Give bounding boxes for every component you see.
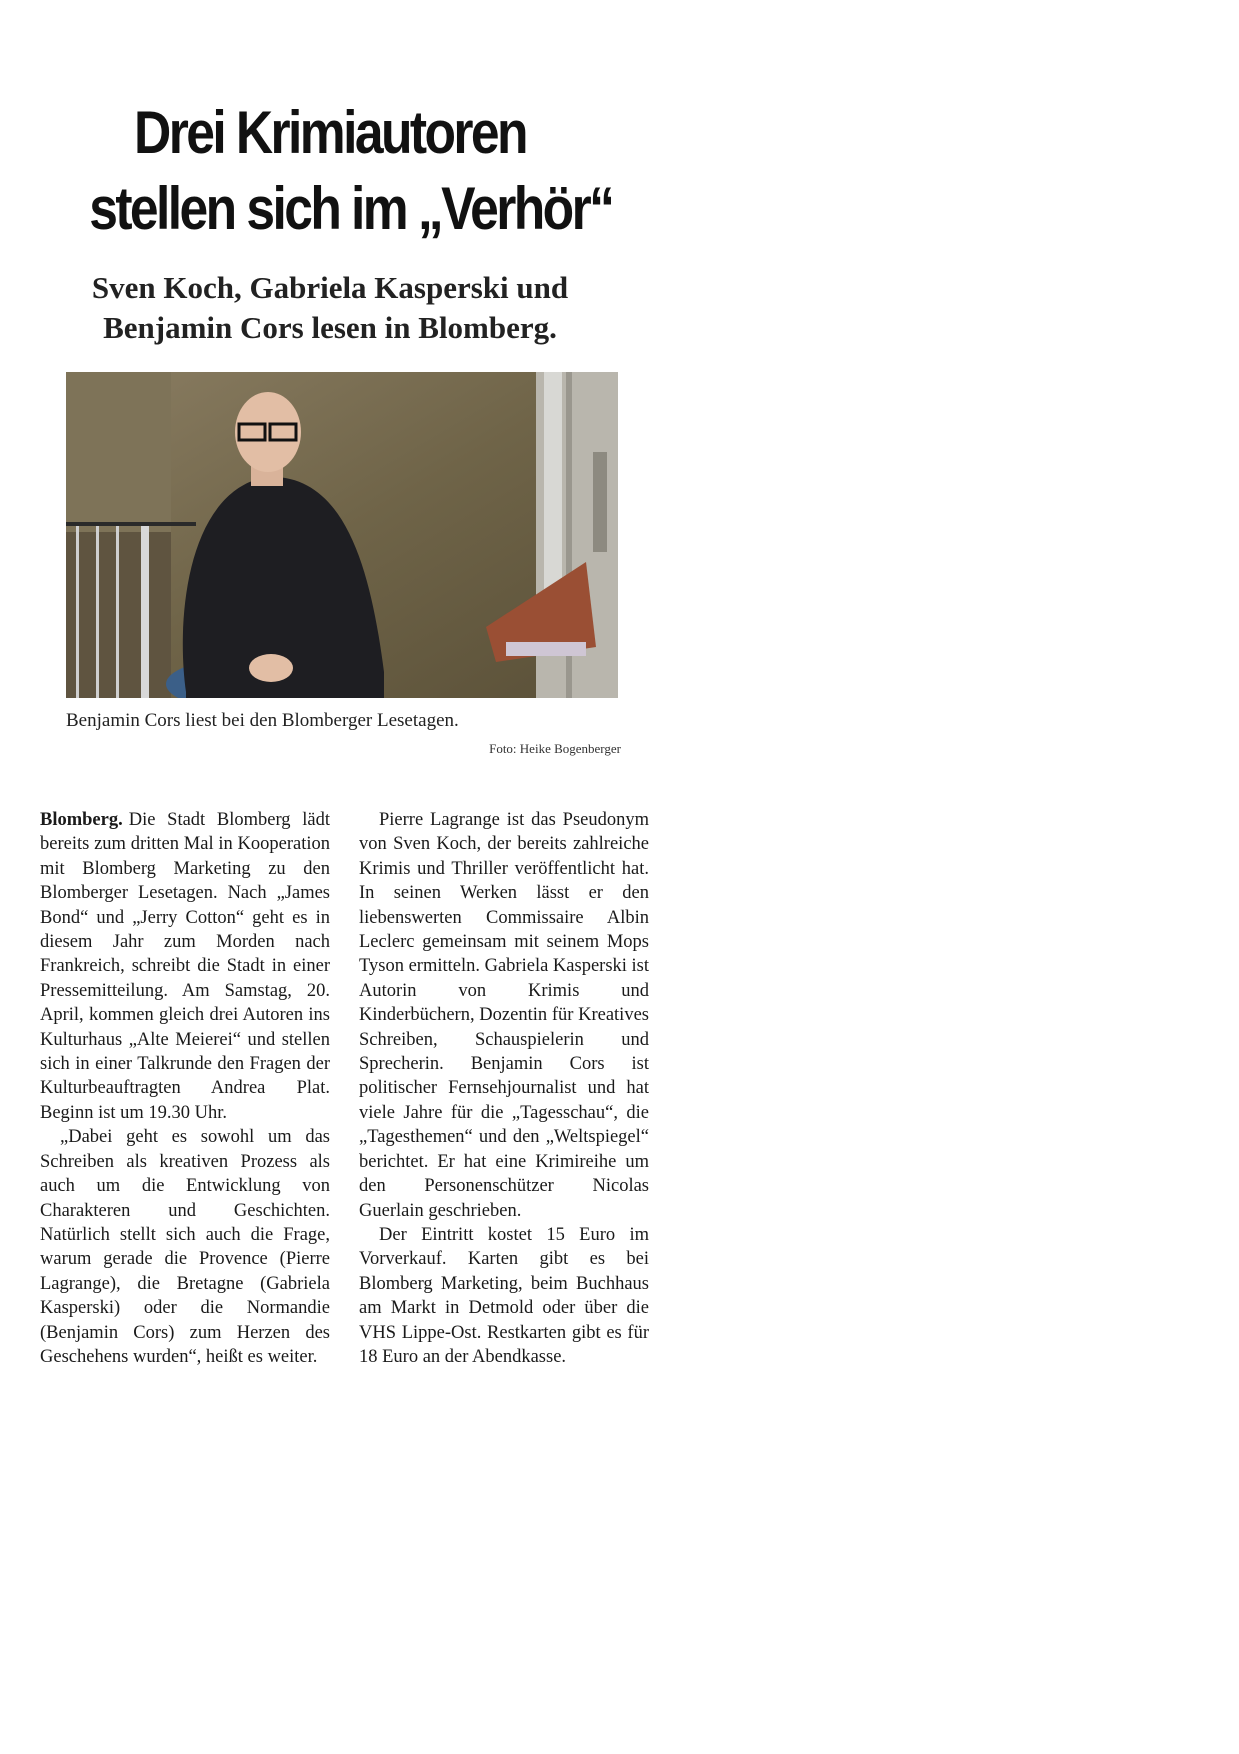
article-column-left	[40, 808, 330, 1369]
headline	[89, 95, 613, 247]
body-paragraph: Der Eintritt kostet 15 Euro im Vorverkauf. Karten gibt es bei Blomberg Marketing, beim Buchhaus am Markt in Detmold oder über die VHS Lippe-Ost. Restkarten gibt es für 18 Euro an der Abendkasse.	[359, 1224, 649, 1367]
headline-line-2: stellen sich im „Verhör“	[89, 175, 613, 242]
headline-line-1: Drei Krimiautoren	[134, 99, 526, 166]
dateline: Blomberg.	[40, 810, 123, 830]
article-column-right	[359, 808, 649, 1369]
body-paragraph	[40, 808, 330, 1125]
article-photo	[66, 372, 618, 698]
subheadline-line-2: Benjamin Cors lesen in Blomberg.	[103, 310, 557, 345]
body-text: Die Stadt Blomberg lädt bereits zum dritten Mal in Kooperation mit Blomberg Marketing zu den Blomberger Lesetagen. Nach „James Bond“ und „Jerry Cotton“ geht es in diesem Jahr zum Morden nach Frankreich, schreibt die Stadt in einer Pressemitteilung. Am Samstag, 20. April, kommen gleich drei Autoren ins Kulturhaus „Alte Meierei“ und stellen sich in einer Talkrunde den Fragen der Kulturbeauftragten Andrea Plat. Beginn ist um 19.30 Uhr.	[40, 810, 330, 1123]
body-paragraph: „Dabei geht es sowohl um das Schreiben als kreativen Prozess als auch um die Entwicklung von Charakteren und Geschichten. Natürlich stellt sich auch die Frage, warum gerade die Provence (Pierre Lagrange), die Bretagne (Gabriela Kasperski) oder die Normandie (Benjamin Cors) zum Herzen des Geschehens wurden“, heißt es weiter.	[40, 1127, 330, 1367]
subheadline	[50, 268, 610, 348]
subheadline-line-1: Sven Koch, Gabriela Kasperski und	[91, 270, 569, 305]
body-paragraph: Pierre Lagrange ist das Pseudonym von Sven Koch, der bereits zahlreiche Krimis und Thriller veröffentlicht hat. In seinen Werken lässt er den liebenswerten Commissaire Albin Leclerc gemeinsam mit seinem Mops Tyson ermitteln. Gabriela Kasperski ist Autorin von Krimis und Kinderbüchern, Dozentin für Kreatives Schreiben, Schauspielerin und Sprecherin. Benjamin Cors ist politischer Fernsehjournalist und hat viele Jahre für die „Tagesschau“, die „Tagesthemen“ und den „Weltspiegel“ berichtet. Er hat eine Krimireihe um den Personenschützer Nicolas Guerlain geschrieben.	[359, 810, 650, 1221]
photo-caption: Benjamin Cors liest bei den Blomberger Lesetagen.	[66, 710, 459, 731]
photo-credit: Foto: Heike Bogenberger	[489, 741, 621, 756]
